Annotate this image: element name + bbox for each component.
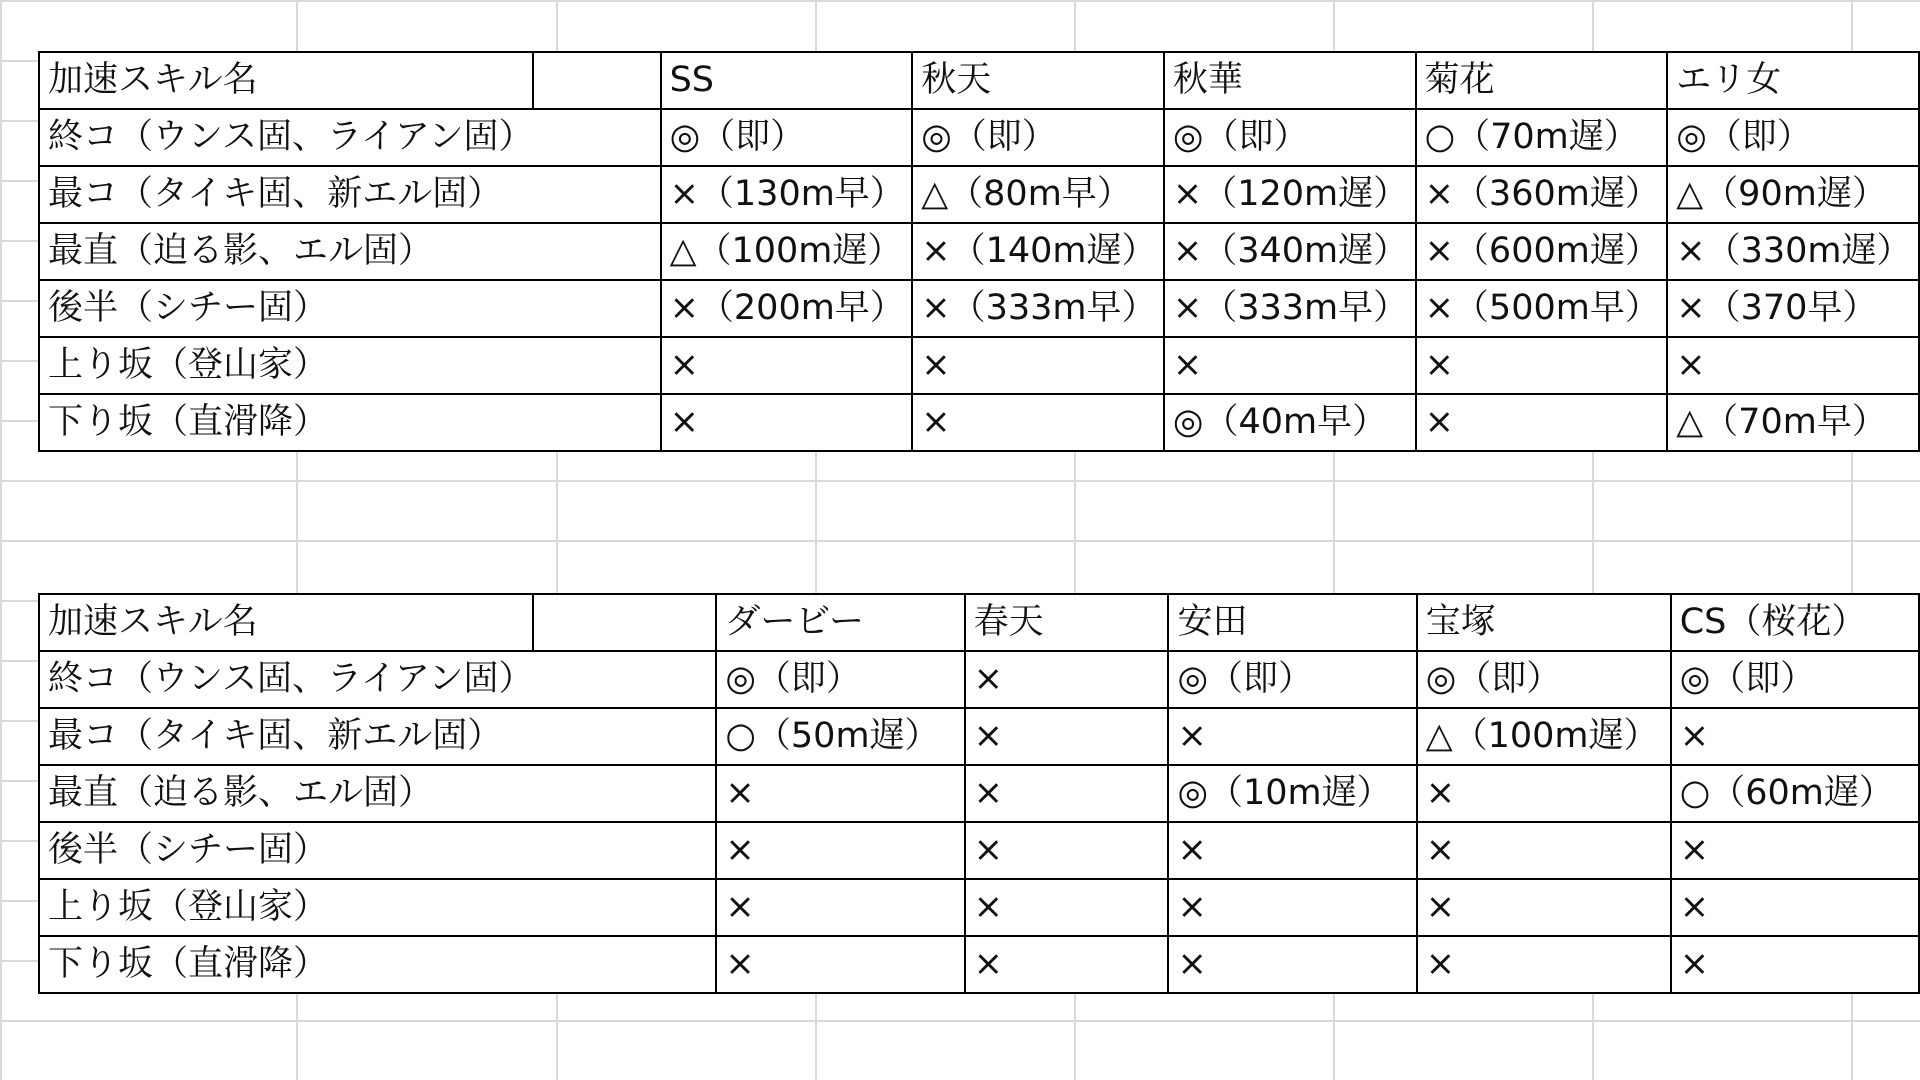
value-cell[interactable]: ×（330m遅）	[1667, 223, 1919, 280]
skill-name-cell[interactable]: 最直（迫る影、エル固）	[39, 223, 533, 280]
value-cell[interactable]: ◎（即）	[1667, 109, 1919, 166]
value-cell[interactable]: ◎（即）	[1671, 651, 1919, 708]
empty-cell[interactable]	[533, 280, 660, 337]
value-cell[interactable]: ×	[965, 936, 1169, 993]
value-cell[interactable]: ×（140m遅）	[912, 223, 1164, 280]
column-header-cell[interactable]: SS	[661, 52, 913, 109]
skill-name-cell[interactable]: 上り坂（登山家）	[39, 879, 533, 936]
value-cell[interactable]: ×	[716, 822, 964, 879]
value-cell[interactable]: ×	[1164, 337, 1416, 394]
value-cell[interactable]: △（80m早）	[912, 166, 1164, 223]
table-row	[39, 936, 1919, 993]
value-cell[interactable]: ×（130m早）	[661, 166, 913, 223]
empty-cell[interactable]	[533, 708, 716, 765]
value-cell[interactable]: ×	[965, 822, 1169, 879]
value-cell[interactable]: ×	[1671, 936, 1919, 993]
table-row	[39, 223, 1919, 280]
value-cell[interactable]: ○（60m遅）	[1671, 765, 1919, 822]
value-cell[interactable]: ×	[912, 337, 1164, 394]
empty-cell[interactable]	[533, 822, 716, 879]
value-cell[interactable]: ◎（即）	[912, 109, 1164, 166]
skill-name-cell[interactable]: 終コ（ウンス固、ライアン固）	[39, 109, 533, 166]
table-row	[39, 708, 1919, 765]
value-cell[interactable]: ×	[1168, 822, 1416, 879]
column-header-cell[interactable]: ダービー	[716, 594, 964, 651]
value-cell[interactable]: ×	[1416, 394, 1668, 451]
value-cell[interactable]: △（100m遅）	[661, 223, 913, 280]
skill-name-cell[interactable]: 終コ（ウンス固、ライアン固）	[39, 651, 533, 708]
value-cell[interactable]: ×（600m遅）	[1416, 223, 1668, 280]
empty-cell[interactable]	[533, 223, 660, 280]
skill-name-cell[interactable]: 最コ（タイキ固、新エル固）	[39, 166, 533, 223]
value-cell[interactable]: ×（333m早）	[1164, 280, 1416, 337]
empty-cell[interactable]	[533, 109, 660, 166]
value-cell[interactable]: ◎（40m早）	[1164, 394, 1416, 451]
column-header-cell[interactable]: 宝塚	[1417, 594, 1671, 651]
skill-name-cell[interactable]: 最直（迫る影、エル固）	[39, 765, 533, 822]
table-header-row	[39, 52, 1919, 109]
empty-cell[interactable]	[533, 337, 660, 394]
value-cell[interactable]: ×	[1671, 708, 1919, 765]
value-cell[interactable]: △（100m遅）	[1417, 708, 1671, 765]
value-cell[interactable]: ◎（即）	[1164, 109, 1416, 166]
column-header-cell[interactable]: 安田	[1168, 594, 1416, 651]
column-header-cell[interactable]: CS（桜花）	[1671, 594, 1919, 651]
table-row	[39, 166, 1919, 223]
value-cell[interactable]: ×	[912, 394, 1164, 451]
value-cell[interactable]: ×	[965, 879, 1169, 936]
value-cell[interactable]: ◎（即）	[661, 109, 913, 166]
column-header-cell[interactable]: 春天	[965, 594, 1169, 651]
value-cell[interactable]: ×	[1417, 879, 1671, 936]
empty-cell[interactable]	[533, 394, 660, 451]
skill-table-autumn	[38, 51, 1920, 452]
value-cell[interactable]: ×（370早）	[1667, 280, 1919, 337]
value-cell[interactable]: ○（50m遅）	[716, 708, 964, 765]
value-cell[interactable]: ×	[661, 394, 913, 451]
header-label-cell[interactable]: 加速スキル名	[39, 52, 533, 109]
value-cell[interactable]: ×	[965, 765, 1169, 822]
table-row	[39, 765, 1919, 822]
value-cell[interactable]: ×（120m遅）	[1164, 166, 1416, 223]
column-header-cell[interactable]: エリ女	[1667, 52, 1919, 109]
column-header-cell[interactable]: 菊花	[1416, 52, 1668, 109]
value-cell[interactable]: ×	[661, 337, 913, 394]
table-header-row	[39, 594, 1919, 651]
value-cell[interactable]: ×	[1667, 337, 1919, 394]
value-cell[interactable]: ×（360m遅）	[1416, 166, 1668, 223]
value-cell[interactable]: ×	[1671, 822, 1919, 879]
value-cell[interactable]: ◎（即）	[1168, 651, 1416, 708]
value-cell[interactable]: ×	[716, 765, 964, 822]
header-label-cell[interactable]: 加速スキル名	[39, 594, 533, 651]
value-cell[interactable]: ×	[965, 651, 1169, 708]
value-cell[interactable]: ×	[1417, 765, 1671, 822]
skill-name-cell[interactable]: 下り坂（直滑降）	[39, 936, 533, 993]
value-cell[interactable]: ×（500m早）	[1416, 280, 1668, 337]
empty-cell[interactable]	[533, 936, 716, 993]
value-cell[interactable]: ×（340m遅）	[1164, 223, 1416, 280]
value-cell[interactable]: ○（70m遅）	[1416, 109, 1668, 166]
empty-cell[interactable]	[533, 879, 716, 936]
empty-cell[interactable]	[533, 52, 660, 109]
value-cell[interactable]: ◎（即）	[716, 651, 964, 708]
empty-cell[interactable]	[533, 765, 716, 822]
table-row	[39, 651, 1919, 708]
table-row	[39, 394, 1919, 451]
skill-name-cell[interactable]: 下り坂（直滑降）	[39, 394, 533, 451]
value-cell[interactable]: ×（200m早）	[661, 280, 913, 337]
value-cell[interactable]: ×	[1416, 337, 1668, 394]
skill-name-cell[interactable]: 最コ（タイキ固、新エル固）	[39, 708, 533, 765]
skill-name-cell[interactable]: 後半（シチー固）	[39, 822, 533, 879]
table-row	[39, 337, 1919, 394]
empty-cell[interactable]	[533, 594, 716, 651]
skill-name-cell[interactable]: 後半（シチー固）	[39, 280, 533, 337]
value-cell[interactable]: ×	[965, 708, 1169, 765]
value-cell[interactable]: ×	[1168, 936, 1416, 993]
value-cell[interactable]: ×	[1417, 936, 1671, 993]
value-cell[interactable]: ×	[1671, 879, 1919, 936]
skill-name-cell[interactable]: 上り坂（登山家）	[39, 337, 533, 394]
value-cell[interactable]: ×	[1168, 879, 1416, 936]
skill-table-spring	[38, 593, 1920, 994]
value-cell[interactable]: ×	[716, 879, 964, 936]
empty-cell[interactable]	[533, 166, 660, 223]
value-cell[interactable]: △（90m遅）	[1667, 166, 1919, 223]
value-cell[interactable]: ×	[1168, 708, 1416, 765]
table-row	[39, 109, 1919, 166]
value-cell[interactable]: ◎（即）	[1417, 651, 1671, 708]
value-cell[interactable]: ×	[716, 936, 964, 993]
table-row	[39, 879, 1919, 936]
table-row	[39, 280, 1919, 337]
value-cell[interactable]: △（70m早）	[1667, 394, 1919, 451]
column-header-cell[interactable]: 秋華	[1164, 52, 1416, 109]
table-row	[39, 822, 1919, 879]
column-header-cell[interactable]: 秋天	[912, 52, 1164, 109]
value-cell[interactable]: ◎（10m遅）	[1168, 765, 1416, 822]
value-cell[interactable]: ×（333m早）	[912, 280, 1164, 337]
value-cell[interactable]: ×	[1417, 822, 1671, 879]
empty-cell[interactable]	[533, 651, 716, 708]
